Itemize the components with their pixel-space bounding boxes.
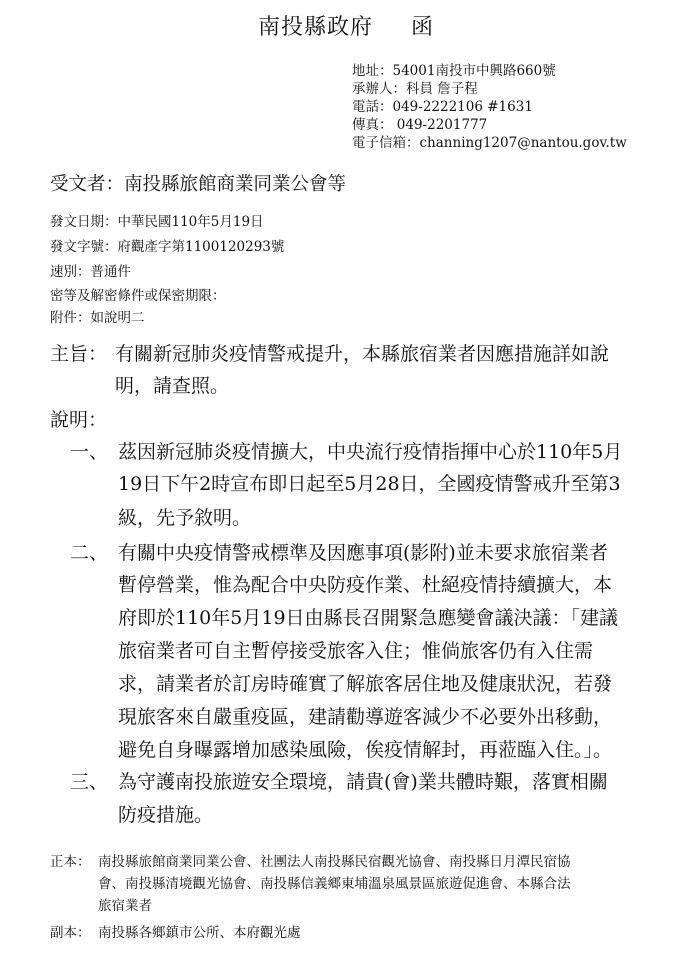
item-line: 茲因新冠肺炎疫情擴大，中央流行疫情指揮中心於110年5月 — [118, 441, 623, 463]
contact-handler: 承辦人：科員 詹子程 — [352, 81, 478, 97]
document-number: 發文字號：府觀產字第1100120293號 — [50, 239, 285, 255]
description-label: 說明： — [50, 409, 108, 431]
attachment: 附件：如說明二 — [50, 310, 145, 326]
original-recipients-line: 會、南投縣清境觀光協會、南投縣信義鄉東埔溫泉風景區旅遊促進會、本縣合法 — [98, 876, 571, 892]
item-line: 19日下午2時宣布即日起至5月28日，全國疫情警戒升至第3 — [118, 473, 621, 495]
item-line: 現旅客來自嚴重疫區，建請勸導遊客減少不必要外出移動， — [118, 706, 613, 728]
contact-email[interactable]: 電子信箱：channing1207@nantou.gov.tw — [352, 135, 627, 151]
item-line: 有關中央疫情警戒標準及因應事項(影附)並未要求旅宿業者 — [118, 542, 608, 564]
item-line: 府即於110年5月19日由縣長召開緊急應變會議決議：「建議 — [118, 607, 619, 629]
contact-address: 地址：54001南投市中興路660號 — [352, 63, 556, 79]
item-line: 級，先予敘明。 — [118, 507, 252, 529]
subject-line: 明，請查照。 — [115, 375, 230, 397]
item-number: 二、 — [70, 542, 109, 564]
original-recipients-line: 南投縣旅館商業同業公會、社團法人南投縣民宿觀光協會、南投縣日月潭民宿協 — [98, 854, 571, 870]
item-line: 暫停營業，惟為配合中央防疫作業、杜絕疫情持續擴大，本 — [118, 574, 613, 596]
item-number: 三、 — [70, 771, 109, 793]
item-number: 一、 — [70, 441, 109, 463]
document-type: 函 — [411, 15, 435, 40]
contact-fax: 傳真： 049-2201777 — [352, 117, 488, 133]
subject-label: 主旨： — [50, 343, 108, 365]
delivery-speed: 速別：普通件 — [50, 264, 131, 280]
original-recipients-label: 正本： — [50, 854, 91, 870]
subject-line: 有關新冠肺炎疫情警戒提升，本縣旅宿業者因應措施詳如說 — [115, 343, 610, 365]
item-line: 為守護南投旅遊安全環境，請貴(會)業共體時艱，落實相關 — [118, 771, 608, 793]
original-recipients-line: 旅宿業者 — [98, 898, 152, 914]
item-line: 防疫措施。 — [118, 804, 214, 826]
secrecy-level: 密等及解密條件或保密期限： — [50, 288, 226, 304]
item-line: 避免自身曝露增加感染風險，俟疫情解封，再蒞臨入住。」。 — [118, 739, 613, 761]
contact-phone: 電話：049-2222106 #1631 — [352, 99, 533, 115]
copy-recipients-line: 南投縣各鄉鎮市公所、本府觀光處 — [98, 925, 301, 941]
item-line: 求，請業者於訂房時確實了解旅客居住地及健康狀況，若發 — [118, 673, 613, 695]
recipient: 受文者：南投縣旅館商業同業公會等 — [50, 174, 347, 195]
issue-date: 發文日期：中華民國110年5月19日 — [50, 214, 264, 230]
item-line: 旅宿業者可自主暫停接受旅客入住；惟倘旅客仍有入住需 — [118, 640, 594, 662]
document-title — [0, 10, 692, 41]
copy-recipients-label: 副本： — [50, 925, 91, 941]
agency-name: 南投縣政府 — [257, 15, 373, 40]
